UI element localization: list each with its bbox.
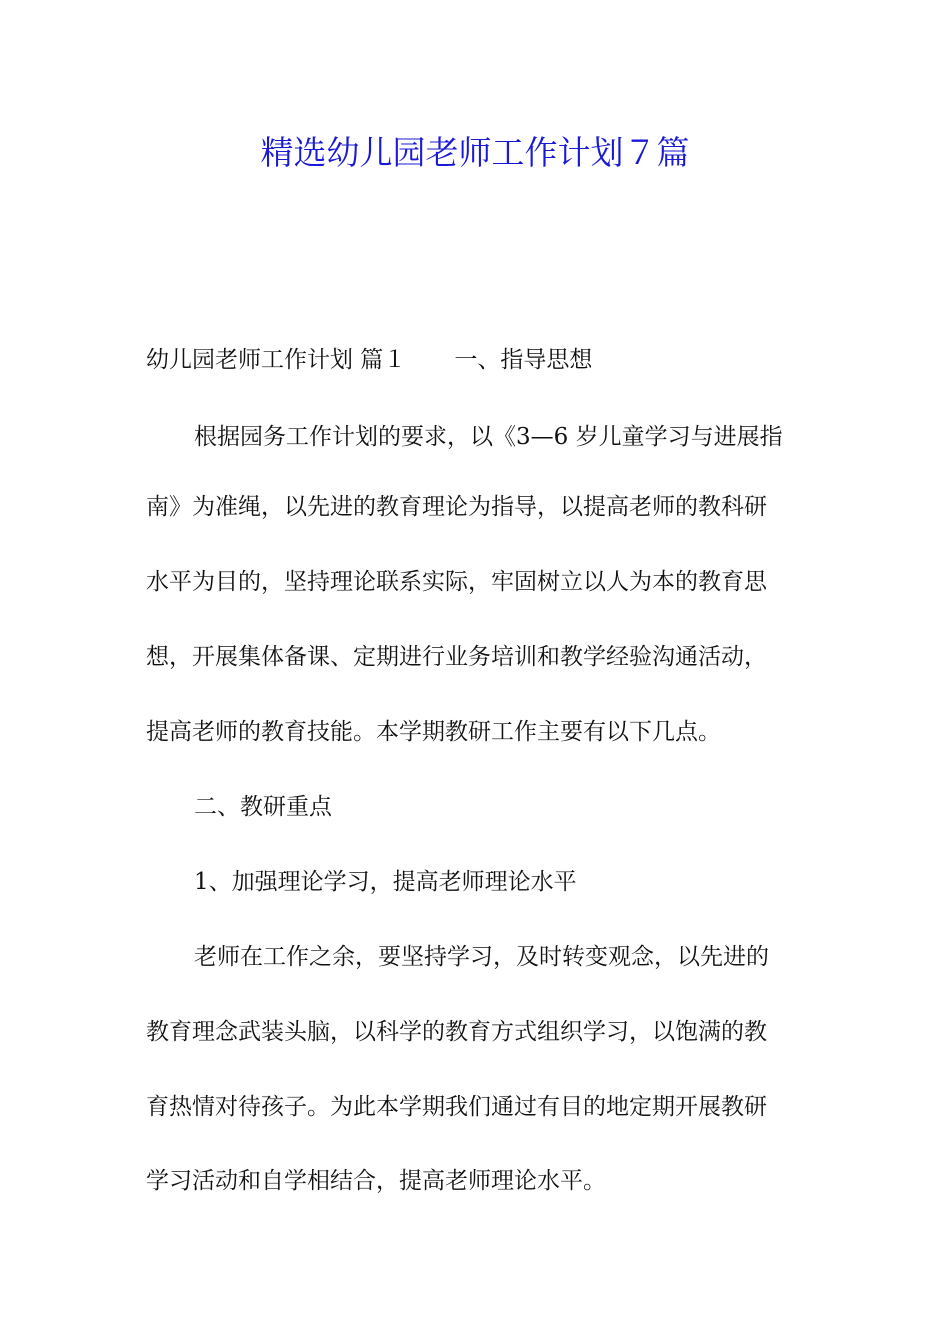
paragraph-line: 教育理念武装头脑，以科学的教育方式组织学习，以饱满的教 <box>146 1019 767 1045</box>
paragraph-line: 提高老师的教育技能。本学期教研工作主要有以下几点。 <box>146 719 721 745</box>
paragraph-line: 想，开展集体备课、定期进行业务培训和教学经验沟通活动， <box>146 644 767 670</box>
part-title: 幼儿园老师工作计划 篇１ <box>146 347 407 373</box>
section-one-heading: 一、指导思想 <box>454 347 593 373</box>
paragraph-line: 南》为准绳，以先进的教育理论为指导，以提高老师的教科研 <box>146 494 767 520</box>
paragraph-line: 根据园务工作计划的要求，以《3—6 岁儿童学习与进展指 <box>194 424 783 450</box>
paragraph-line: 水平为目的，坚持理论联系实际，牢固树立以人为本的教育思 <box>146 569 767 595</box>
document-title: 精选幼儿园老师工作计划７篇 <box>260 133 690 172</box>
heading-line <box>146 343 806 377</box>
subsection-one-heading: 1、加强理论学习，提高老师理论水平 <box>194 869 577 895</box>
paragraph-line: 学习活动和自学相结合，提高老师理论水平。 <box>146 1168 606 1194</box>
section-two-heading: 二、教研重点 <box>194 794 332 820</box>
paragraph-line: 老师在工作之余，要坚持学习，及时转变观念，以先进的 <box>194 944 769 970</box>
paragraph-line: 育热情对待孩子。为此本学期我们通过有目的地定期开展教研 <box>146 1094 767 1120</box>
